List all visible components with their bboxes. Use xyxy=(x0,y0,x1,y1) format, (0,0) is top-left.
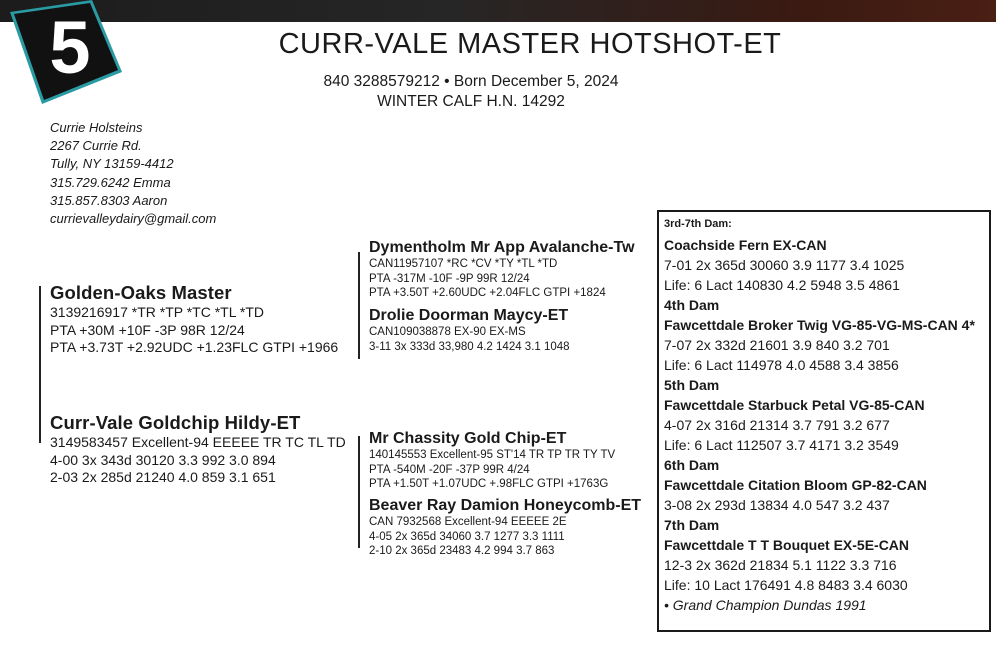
sire-sire-name: Dymentholm Mr App Avalanche-Tw xyxy=(369,239,635,256)
dams-box-line: 5th Dam xyxy=(664,377,720,393)
dams-box-line: Fawcettdale Citation Bloom GP-82-CAN xyxy=(664,477,927,493)
consignor-phone-1: 315.729.6242 Emma xyxy=(50,174,171,190)
dam-line: 3149583457 Excellent-94 EEEEE TR TC TL TD xyxy=(50,434,346,450)
dams-box-line: 12-3 2x 362d 21834 5.1 1122 3.3 716 xyxy=(664,557,897,573)
sire-line: 3139216917 *TR *TP *TC *TL *TD xyxy=(50,304,264,320)
dam-sire-block xyxy=(369,430,615,492)
dams-box-line: Coachside Fern EX-CAN xyxy=(664,237,827,253)
dam-sire-line: PTA -540M -20F -37P 99R 4/24 xyxy=(369,463,530,476)
consignor-name: Currie Holsteins xyxy=(50,120,143,135)
dams-box-line: Life: 10 Lact 176491 4.8 8483 3.4 6030 xyxy=(664,577,908,593)
lot-number: 5 xyxy=(49,6,91,89)
dams-box-line: 6th Dam xyxy=(664,457,720,473)
extended-dams-box xyxy=(657,210,991,632)
sire-dam-block xyxy=(369,307,570,354)
sire-name: Golden-Oaks Master xyxy=(50,282,232,303)
pedigree-bracket-sire xyxy=(358,252,360,359)
dam-dam-block xyxy=(369,497,641,559)
sire-line: PTA +30M +10F -3P 98R 12/24 xyxy=(50,321,245,338)
dam-dam-line: CAN 7932568 Excellent-94 EEEEE 2E xyxy=(369,516,567,528)
consignor-info xyxy=(50,119,216,228)
dams-box-line: Fawcettdale Starbuck Petal VG-85-CAN xyxy=(664,397,925,413)
dams-box-line: 7-01 2x 365d 30060 3.9 1177 3.4 1025 xyxy=(664,257,905,273)
pedigree-bracket-main xyxy=(39,286,41,443)
dams-box-line: Life: 6 Lact 112507 3.7 4171 3.2 3549 xyxy=(664,437,899,453)
dam-line: 2-03 2x 285d 21240 4.0 859 3.1 651 xyxy=(50,469,276,485)
consignor-phone-2: 315.857.8303 Aaron xyxy=(50,192,168,208)
dams-box-line: 4-07 2x 316d 21314 3.7 791 3.2 677 xyxy=(664,417,890,433)
consignor-email: currievalleydairy@gmail.com xyxy=(50,211,217,227)
sire-line: PTA +3.73T +2.92UDC +1.23FLC GTPI +1966 xyxy=(50,339,339,355)
dams-box-line: 4th Dam xyxy=(664,297,720,313)
dam-sire-line: PTA +1.50T +1.07UDC +.98FLC GTPI +1763G xyxy=(369,478,609,490)
top-banner xyxy=(0,0,996,22)
sire-sire-line: PTA -317M -10F -9P 99R 12/24 xyxy=(369,272,530,285)
dam-sire-line: 140145553 Excellent-95 ST'14 TR TP TR TY TV xyxy=(369,449,616,461)
dams-box-line: 7-07 2x 332d 21601 3.9 840 3.2 701 xyxy=(664,337,890,353)
dams-box-line: Fawcettdale Broker Twig VG-85-VG-MS-CAN 4* xyxy=(664,317,975,333)
sire-dam-name: Drolie Doorman Maycy-ET xyxy=(369,307,569,324)
dams-box-line: 3-08 2x 293d 13834 4.0 547 3.2 437 xyxy=(664,497,890,513)
sire-sire-line: CAN11957107 *RC *CV *TY *TL *TD xyxy=(369,258,558,270)
sire-dam-line: CAN109038878 EX-90 EX-MS xyxy=(369,326,526,338)
dams-box-line: • Grand Champion Dundas 1991 xyxy=(664,597,867,613)
dam-line: 4-00 3x 343d 30120 3.3 992 3.0 894 xyxy=(50,451,276,468)
consignor-city: Tully, NY 13159-4412 xyxy=(50,156,174,172)
dam-dam-name: Beaver Ray Damion Honeycomb-ET xyxy=(369,497,642,514)
sire-sire-block xyxy=(369,239,635,301)
dams-box-line: Life: 6 Lact 140830 4.2 5948 3.5 4861 xyxy=(664,277,900,293)
dam-dam-line: 2-10 2x 365d 23483 4.2 994 3.7 863 xyxy=(369,545,555,557)
animal-title: CURR-VALE MASTER HOTSHOT-ET xyxy=(278,28,782,60)
dams-box-line: Life: 6 Lact 114978 4.0 4588 3.4 3856 xyxy=(664,357,899,373)
sire-block xyxy=(50,282,338,357)
class-line: WINTER CALF H.N. 14292 xyxy=(377,93,565,110)
dams-box-line: Fawcettdale T T Bouquet EX-5E-CAN xyxy=(664,537,910,553)
dams-box-lines xyxy=(664,235,989,615)
pedigree-bracket-dam xyxy=(358,436,360,548)
dam-sire-name: Mr Chassity Gold Chip-ET xyxy=(369,430,567,447)
dams-box-header: 3rd-7th Dam: xyxy=(664,218,732,230)
registration-line: 840 3288579212 • Born December 5, 2024 xyxy=(323,73,619,90)
dams-box-line: 7th Dam xyxy=(664,517,720,533)
sire-dam-line: 3-11 3x 333d 33,980 4.2 1424 3.1 1048 xyxy=(369,340,570,353)
dam-name: Curr-Vale Goldchip Hildy-ET xyxy=(50,412,301,433)
consignor-street: 2267 Currie Rd. xyxy=(50,138,142,154)
dam-dam-line: 4-05 2x 365d 34060 3.7 1277 3.3 1111 xyxy=(369,530,565,543)
dam-block xyxy=(50,412,346,487)
sire-sire-line: PTA +3.50T +2.60UDC +2.04FLC GTPI +1824 xyxy=(369,287,606,299)
